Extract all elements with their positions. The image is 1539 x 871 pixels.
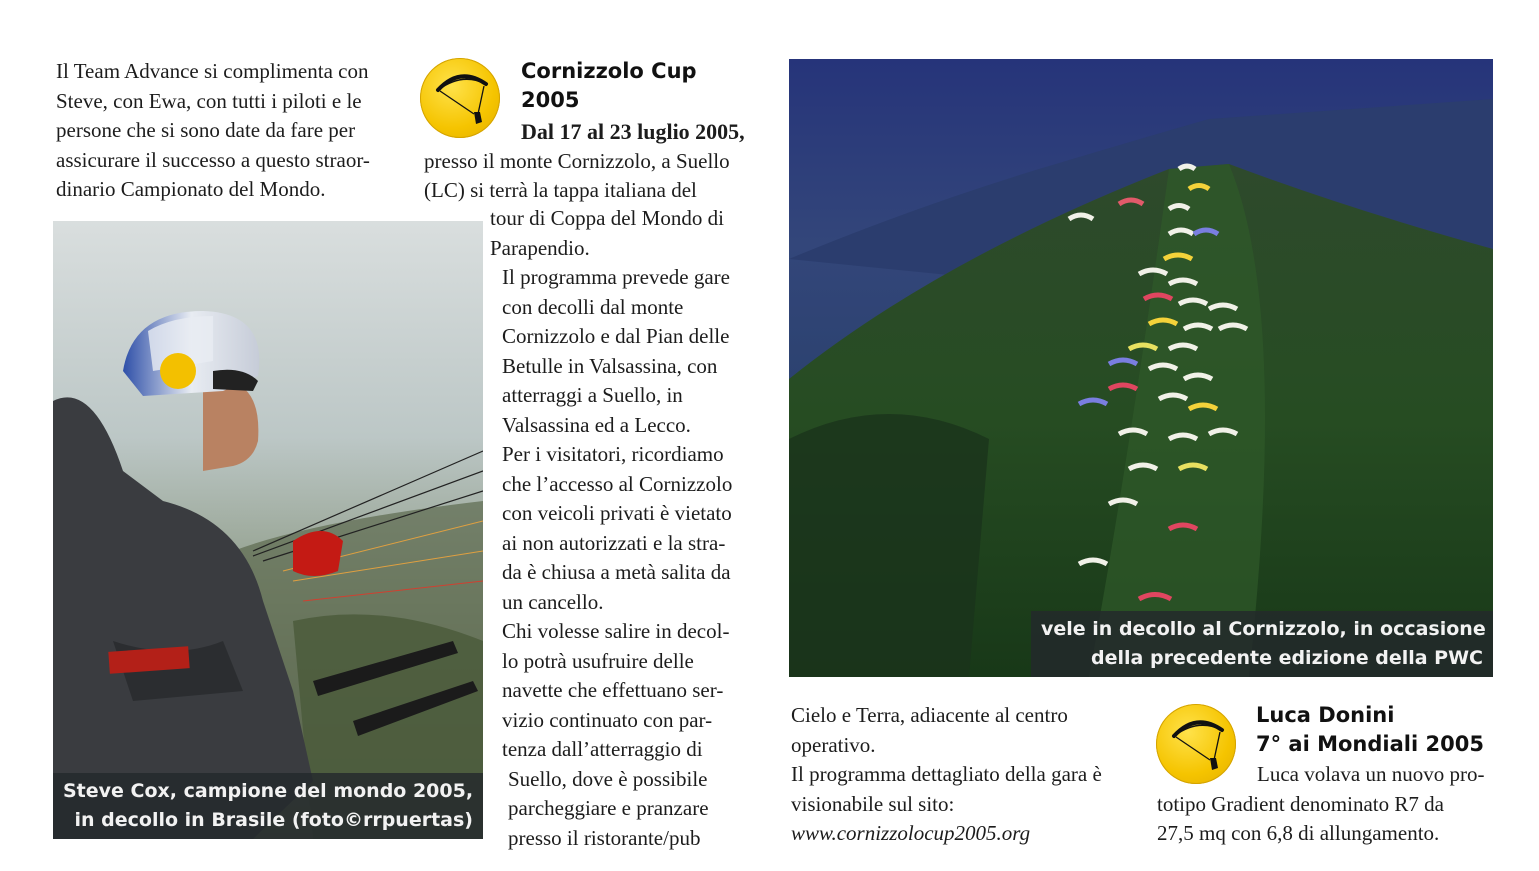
article-line: presso il ristorante/pub bbox=[508, 825, 701, 850]
gliders-photo-caption bbox=[1031, 611, 1493, 677]
article-line: con decolli dal monte bbox=[502, 294, 684, 319]
article-line: Suello, dove è possibile bbox=[508, 766, 708, 791]
cornizzolo-cup-title bbox=[521, 57, 697, 115]
cielo-line: Il programma dettagliato della gara è bbox=[791, 762, 1102, 786]
cielo-line: visionabile sul sito: bbox=[791, 791, 955, 816]
article-line: presso il monte Cornizzolo, a Suello bbox=[424, 148, 730, 173]
article-line: un cancello. bbox=[502, 589, 604, 614]
article-line: che l’accesso al Cornizzolo bbox=[502, 471, 733, 496]
article-line: Betulle in Valsassina, con bbox=[502, 353, 718, 378]
caption-line1: vele in decollo al Cornizzolo, in occasione bbox=[1041, 618, 1486, 640]
cup-dateline: Dal 17 al 23 luglio 2005, bbox=[521, 119, 745, 144]
intro-line: dinario Campionato del Mondo. bbox=[56, 177, 326, 201]
article-line: Per i visitatori, ricordiamo bbox=[502, 442, 724, 466]
article-line: con veicoli privati è vietato bbox=[502, 501, 732, 525]
intro-line: Il Team Advance si complimenta con bbox=[56, 59, 369, 83]
article-line: da è chiusa a metà salita da bbox=[502, 560, 731, 584]
article-line: (LC) si terrà la tappa italiana del bbox=[424, 178, 697, 202]
caption-line2: in decollo in Brasile (foto©rrpuertas) bbox=[74, 809, 473, 831]
cup-article-top bbox=[424, 117, 764, 206]
luca-line: 27,5 mq con 6,8 di allungamento. bbox=[1157, 821, 1440, 845]
cornizzolo-gliders-photo bbox=[789, 59, 1493, 677]
article-line: Cornizzolo e dal Pian delle bbox=[502, 324, 730, 348]
article-line: tenza dall’atterraggio di bbox=[502, 737, 703, 761]
pilot-photo-caption bbox=[53, 773, 483, 839]
cielo-line: Cielo e Terra, adiacente al centro bbox=[791, 703, 1068, 727]
pilot-illustration bbox=[53, 221, 483, 839]
mountain-illustration bbox=[789, 59, 1493, 677]
cup-article-body bbox=[490, 204, 762, 853]
cup-title-line2: 2005 bbox=[521, 88, 580, 112]
pilot-photo bbox=[53, 221, 483, 839]
article-line: navette che effettuano ser- bbox=[502, 678, 724, 702]
article-line: parcheggiare e pranzare bbox=[508, 796, 709, 820]
article-line: tour di Coppa del Mondo di bbox=[490, 206, 724, 230]
article-line: Valsassina ed a Lecco. bbox=[502, 412, 691, 437]
intro-line: persone che si sono date da fare per bbox=[56, 118, 356, 142]
luca-line: Luca volava un nuovo pro- bbox=[1257, 762, 1485, 786]
cielo-paragraph bbox=[791, 701, 1151, 849]
article-line: Chi volesse salire in decol- bbox=[502, 619, 730, 643]
article-line: Il programma prevede gare bbox=[502, 265, 730, 289]
luca-donini-title bbox=[1256, 701, 1484, 759]
article-line: vizio continuato con par- bbox=[502, 707, 713, 732]
article-line: atterraggi a Suello, in bbox=[502, 383, 683, 407]
intro-paragraph bbox=[56, 57, 406, 205]
intro-line: Steve, con Ewa, con tutti i piloti e le bbox=[56, 88, 362, 113]
intro-line: assicurare il successo a questo straor- bbox=[56, 147, 370, 172]
luca-title-line1: Luca Donini bbox=[1256, 703, 1395, 727]
luca-paragraph bbox=[1157, 760, 1497, 849]
article-line: Parapendio. bbox=[490, 235, 590, 260]
luca-title-line2: 7° ai Mondiali 2005 bbox=[1256, 732, 1484, 756]
caption-line1: Steve Cox, campione del mondo 2005, bbox=[63, 780, 474, 802]
article-line: ai non autorizzati e la stra- bbox=[502, 530, 726, 555]
luca-line: totipo Gradient denominato R7 da bbox=[1157, 791, 1444, 816]
article-line: lo potrà usufruire delle bbox=[502, 648, 694, 673]
cielo-line: operativo. bbox=[791, 732, 876, 757]
website-link[interactable]: www.cornizzolocup2005.org bbox=[791, 821, 1031, 845]
caption-line2: della precedente edizione della PWC bbox=[1091, 647, 1483, 669]
cup-title-line1: Cornizzolo Cup bbox=[521, 59, 697, 83]
